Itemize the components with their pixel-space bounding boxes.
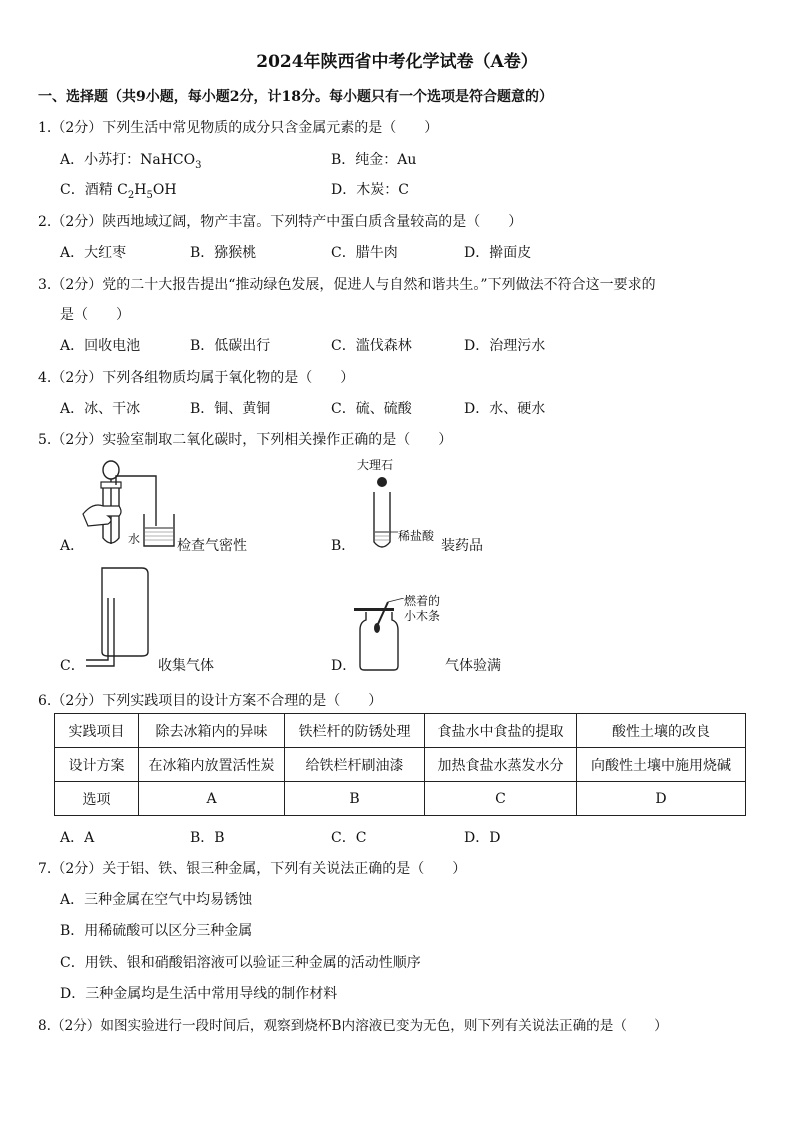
- q4-option-b[interactable]: B．铜、黄铜: [190, 401, 271, 417]
- table-cell: 酸性土壤的改良: [577, 714, 746, 748]
- q1-option-c-sub2: 5: [146, 189, 153, 201]
- q2-option-a[interactable]: A．大红枣: [60, 245, 127, 261]
- q4-option-d[interactable]: D．水、硬水: [464, 401, 546, 417]
- q1-option-c-sub1: 2: [127, 189, 135, 201]
- table-row: [55, 748, 746, 782]
- table-cell: 加热食盐水蒸发水分: [425, 748, 577, 782]
- q7-option-b[interactable]: B．用稀硫酸可以区分三种金属: [60, 923, 253, 939]
- table-row: [55, 714, 746, 748]
- q5-d-label-2: 小木条: [404, 609, 441, 623]
- question-3-stem-cont: 是（ ）: [60, 307, 130, 323]
- q7-option-d[interactable]: D．三种金属均是生活中常用导线的制作材料: [60, 986, 338, 1002]
- q1-option-a[interactable]: [60, 149, 201, 171]
- gas-full-test-figure: [352, 598, 412, 673]
- table-row: [55, 782, 746, 816]
- q6-option-d[interactable]: D．D: [464, 830, 501, 846]
- q3-option-c[interactable]: C．滥伐森林: [331, 338, 412, 354]
- table-cell: 设计方案: [55, 748, 139, 782]
- q2-option-c[interactable]: C．腊牛肉: [331, 245, 398, 261]
- question-2-stem: 2.（2分）陕西地域辽阔，物产丰富。下列特产中蛋白质含量较高的是（ ）: [38, 214, 523, 230]
- q6-option-b[interactable]: B．B: [190, 830, 225, 846]
- question-1-stem: 1.（2分）下列生活中常见物质的成分只含金属元素的是（ ）: [38, 120, 439, 136]
- q6-option-a[interactable]: A．A: [60, 830, 95, 846]
- q4-option-a[interactable]: A．冰、干冰: [60, 401, 141, 417]
- gas-collection-figure: [84, 564, 154, 672]
- q1-option-a-text: A．小苏打：NaHCO: [60, 152, 196, 168]
- q7-option-c[interactable]: C．用铁、银和硝酸铝溶液可以验证三种金属的活动性顺序: [60, 955, 421, 971]
- table-cell: B: [285, 782, 425, 816]
- q5-c-caption: 收集气体: [158, 658, 214, 674]
- table-cell: A: [139, 782, 285, 816]
- table-cell: 实践项目: [55, 714, 139, 748]
- q1-option-c-mid: H: [134, 182, 147, 198]
- q5-d-caption: 气体验满: [445, 658, 501, 674]
- q2-option-b[interactable]: B．猕猴桃: [190, 245, 257, 261]
- q6-table: [54, 713, 746, 816]
- table-cell: 除去冰箱内的异味: [139, 714, 285, 748]
- question-5-stem: 5.（2分）实验室制取二氧化碳时，下列相关操作正确的是（ ）: [38, 432, 453, 448]
- table-cell: 向酸性土壤中施用烧碱: [577, 748, 746, 782]
- question-3-stem: 3.（2分）党的二十大报告提出“推动绿色发展，促进人与自然和谐共生。”下列做法不符合这一要求的: [38, 277, 656, 293]
- q5-d-label-1: 燃着的: [404, 594, 441, 608]
- question-8-stem: 8.（2分）如图实验进行一段时间后，观察到烧杯B内溶液已变为无色，则下列有关说法正确的是（ ）: [38, 1018, 668, 1034]
- q1-option-c-text: C．酒精 C: [60, 182, 128, 198]
- q1-option-a-subscript: 3: [195, 159, 202, 171]
- q7-option-a[interactable]: A．三种金属在空气中均易锈蚀: [60, 892, 253, 908]
- q3-option-d[interactable]: D．治理污水: [464, 338, 546, 354]
- q5-b-acid-label: 稀盐酸: [398, 529, 435, 543]
- section-heading: 一、选择题（共9小题，每小题2分，计18分。每小题只有一个选项是符合题意的）: [38, 89, 553, 105]
- q1-option-b[interactable]: B．纯金：Au: [331, 152, 417, 168]
- table-cell: 铁栏杆的防锈处理: [285, 714, 425, 748]
- q4-option-c[interactable]: C．硫、硫酸: [331, 401, 412, 417]
- q5-a-water-label: 水: [128, 532, 141, 546]
- q5-option-d[interactable]: D．: [331, 658, 357, 674]
- q5-option-c[interactable]: C．: [60, 658, 85, 674]
- q1-option-c[interactable]: [60, 179, 177, 201]
- q6-option-c[interactable]: C．C: [331, 830, 367, 846]
- page-title: 2024年陕西省中考化学试卷（A卷）: [256, 52, 538, 72]
- table-cell: 在冰箱内放置活性炭: [139, 748, 285, 782]
- table-cell: 食盐水中食盐的提取: [425, 714, 577, 748]
- q5-option-b[interactable]: B．: [331, 538, 356, 554]
- q5-b-caption: 装药品: [441, 538, 483, 554]
- table-cell: D: [577, 782, 746, 816]
- question-4-stem: 4.（2分）下列各组物质均属于氧化物的是（ ）: [38, 370, 355, 386]
- q1-option-d[interactable]: D．木炭：C: [331, 182, 409, 198]
- table-cell: 给铁栏杆刷油漆: [285, 748, 425, 782]
- q3-option-b[interactable]: B．低碳出行: [190, 338, 271, 354]
- q5-a-caption: 检查气密性: [177, 538, 247, 554]
- question-7-stem: 7.（2分）关于铝、铁、银三种金属，下列有关说法正确的是（ ）: [38, 861, 467, 877]
- question-6-stem: 6.（2分）下列实践项目的设计方案不合理的是（ ）: [38, 693, 383, 709]
- q5-option-a[interactable]: A．: [60, 538, 85, 554]
- table-cell: 选项: [55, 782, 139, 816]
- q5-b-marble-label: 大理石: [357, 458, 394, 472]
- q1-option-c-post: OH: [152, 182, 177, 198]
- table-cell: C: [425, 782, 577, 816]
- q3-option-a[interactable]: A．回收电池: [60, 338, 141, 354]
- add-reagent-figure: [370, 474, 400, 554]
- q2-option-d[interactable]: D．擀面皮: [464, 245, 532, 261]
